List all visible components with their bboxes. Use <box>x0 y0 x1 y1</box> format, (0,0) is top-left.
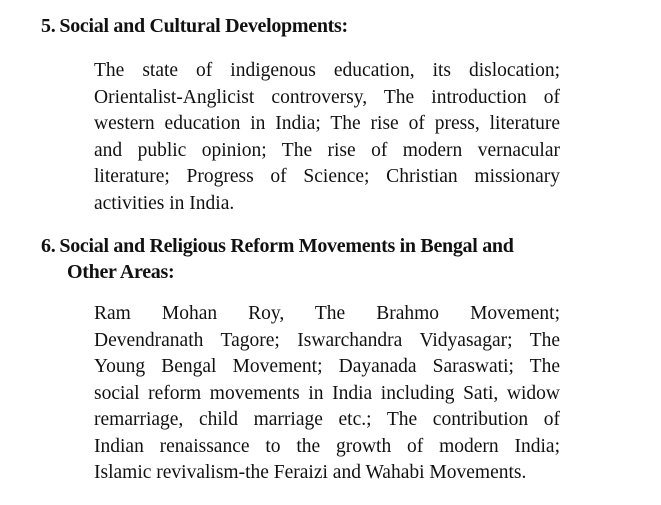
section-5-body-line: Orientalist-Anglicist controversy, The introduction of <box>94 86 560 108</box>
section-5-title: Social and Cultural Developments: <box>59 15 348 37</box>
section-6-body-line: Islamic revivalism-the Feraizi and Wahabi Movements. <box>94 462 527 483</box>
section-5-heading <box>41 13 348 39</box>
section-5-body-line: western education in India; The rise of press, literature <box>94 113 560 134</box>
section-6-heading-line-1 <box>41 233 514 259</box>
section-6-body-line: Devendranath Tagore; Iswarchandra Vidyasagar; The <box>94 329 560 351</box>
section-6-body-line: social reform movements in India including Sati, widow <box>94 382 560 404</box>
section-5-body <box>94 58 560 217</box>
section-6-heading-line-2: Other Areas: <box>67 261 175 283</box>
section-5-body-line: literature; Progress of Science; Christian missionary <box>94 166 560 187</box>
section-6-body-line: Ram Mohan Roy, The Brahmo Movement; <box>94 303 560 324</box>
section-6-body-line: Young Bengal Movement; Dayanada Saraswati; The <box>94 356 560 377</box>
section-6-body <box>94 301 560 487</box>
section-6-heading <box>41 233 514 285</box>
section-6-title-line-1: Social and Religious Reform Movements in Bengal and <box>59 235 514 257</box>
section-6-body-line: Indian renaissance to the growth of modern India; <box>94 435 560 457</box>
section-6-number: 6. <box>41 235 56 257</box>
section-5-body-line: and public opinion; The rise of modern vernacular <box>94 139 560 161</box>
section-5-heading-line-1 <box>41 13 348 39</box>
section-5-body-line: activities in India. <box>94 192 235 214</box>
section-5-number: 5. <box>41 15 56 37</box>
section-6-body-line: remarriage, child marriage etc.; The contribution of <box>94 409 560 430</box>
section-5-body-line: The state of indigenous education, its dislocation; <box>94 60 560 81</box>
